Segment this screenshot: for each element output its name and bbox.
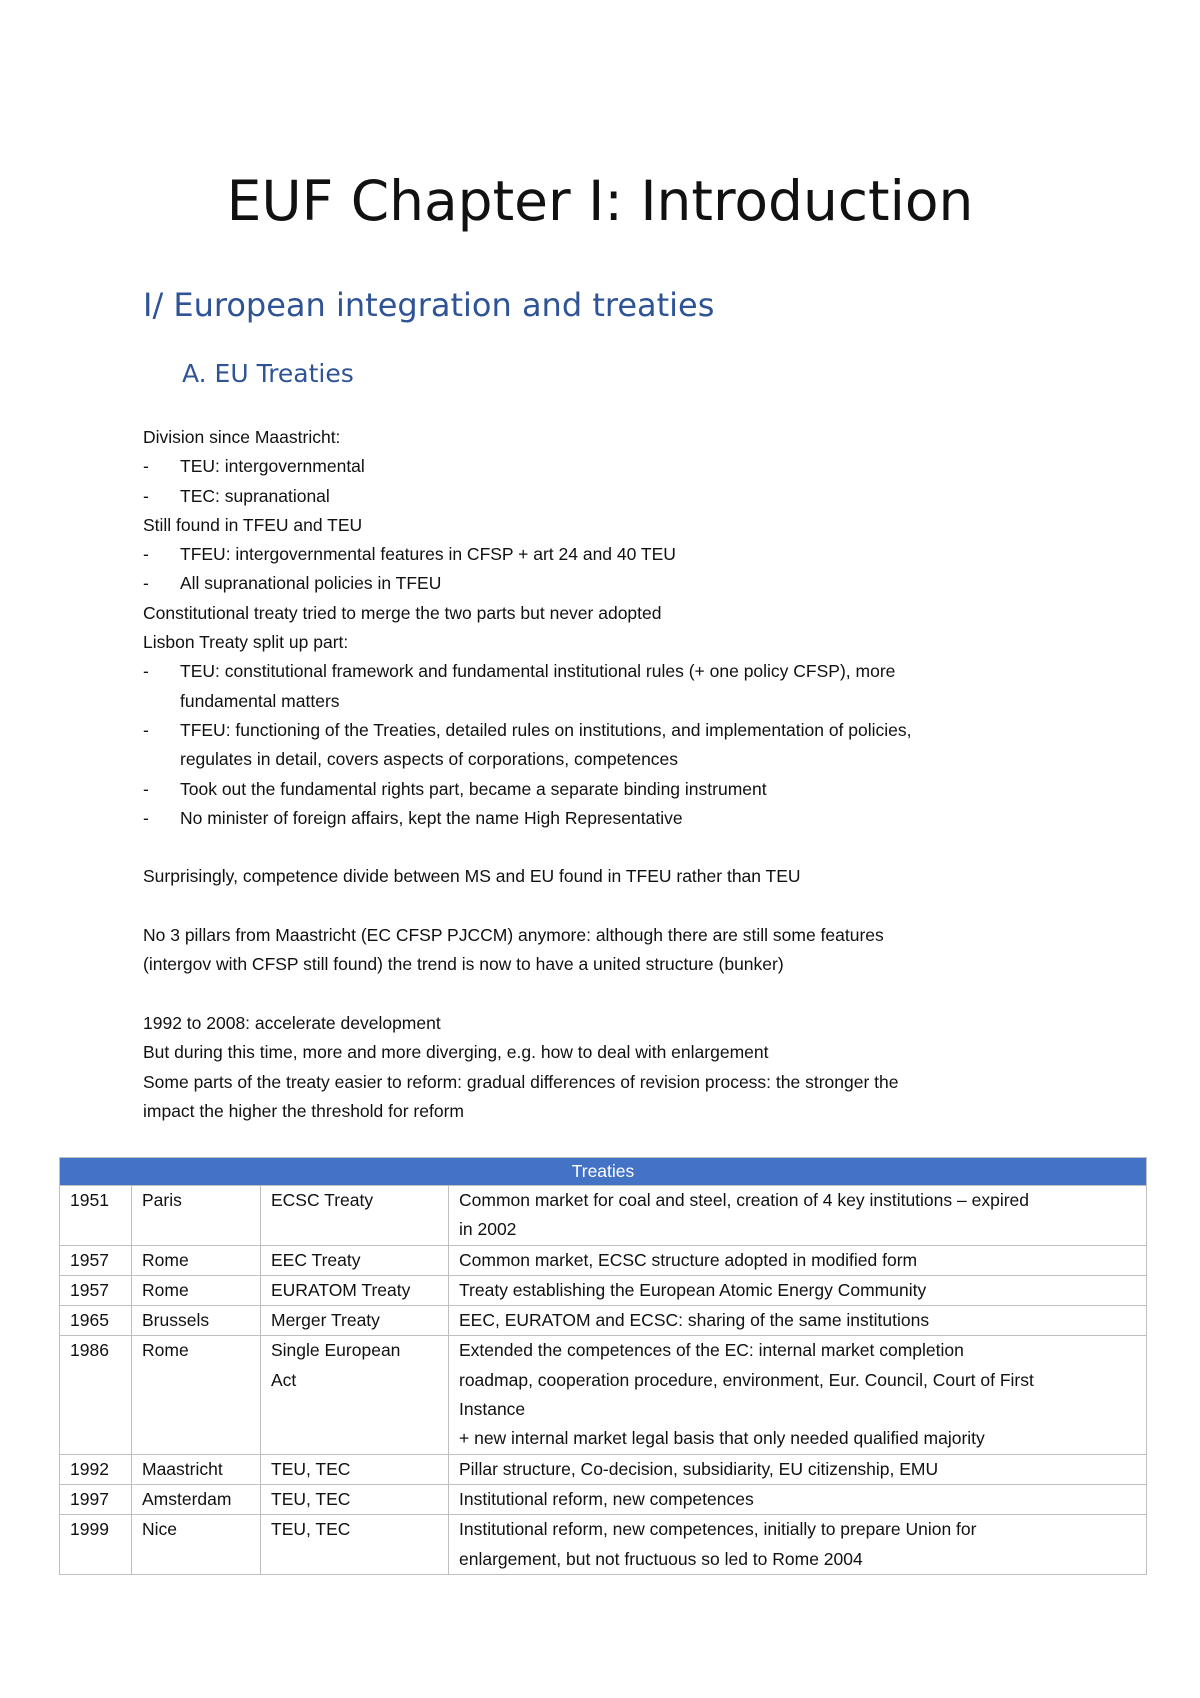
treaty-name: [261, 1275, 449, 1305]
treaty-description-line: Pillar structure, Co-decision, subsidiarity, EU citizenship, EMU: [459, 1458, 939, 1479]
table-row: [60, 1484, 1147, 1514]
list-item-text: TEU: intergovernmental: [180, 456, 365, 477]
treaty-name: [261, 1454, 449, 1484]
treaty-description: [449, 1245, 1147, 1275]
treaty-description: [449, 1306, 1147, 1336]
list-item: [143, 540, 1063, 569]
treaty-name-line: TEU, TEC: [271, 1488, 351, 1509]
list-item-text: TEU: constitutional framework and fundamental institutional rules (+ one policy CFSP), more: [180, 661, 896, 682]
treaty-description-line: EEC, EURATOM and ECSC: sharing of the same institutions: [459, 1310, 930, 1331]
treaty-name-line: TEU, TEC: [271, 1519, 351, 1540]
treaty-name-line: ECSC Treaty: [271, 1190, 374, 1210]
treaty-description-line: roadmap, cooperation procedure, environment, Eur. Council, Court of First: [459, 1369, 1034, 1390]
treaty-description-line: in 2002: [459, 1219, 517, 1240]
table-row: [60, 1306, 1147, 1336]
list-item: [143, 482, 1063, 511]
table-row: [60, 1245, 1147, 1275]
spacer: [143, 980, 1063, 1009]
treaty-description: [449, 1186, 1147, 1246]
body-text: [143, 423, 1063, 1126]
treaty-description-line: enlargement, but not fructuous so led to Rome 2004: [459, 1548, 863, 1569]
list-item: [143, 452, 1063, 481]
list-item-text: All supranational policies in TFEU: [180, 573, 442, 594]
list-item: [143, 804, 1063, 833]
paragraph-line: Constitutional treaty tried to merge the two parts but never adopted: [143, 602, 662, 623]
spacer: [143, 892, 1063, 921]
paragraph-line: No 3 pillars from Maastricht (EC CFSP PJCCM) anymore: although there are still some features: [143, 925, 884, 946]
treaty-name-line: Act: [271, 1369, 297, 1390]
paragraph-line: Lisbon Treaty split up part:: [143, 632, 349, 653]
treaty-name-line: EEC Treaty: [271, 1249, 361, 1270]
list-item-text: TFEU: functioning of the Treaties, detailed rules on institutions, and implementation of policies,: [180, 719, 912, 740]
treaty-place: Rome: [132, 1275, 261, 1305]
treaty-year: 1957: [60, 1245, 132, 1275]
paragraph-line: Some parts of the treaty easier to reform: gradual differences of revision process: the stronger the: [143, 1071, 899, 1092]
treaty-name-line: Merger Treaty: [271, 1310, 380, 1331]
subsection-heading: A. EU Treaties: [182, 359, 354, 388]
list-item: [143, 569, 1063, 598]
paragraph-line: Surprisingly, competence divide between MS and EU found in TFEU rather than TEU: [143, 866, 801, 887]
treaty-description-line: Common market for coal and steel, creation of 4 key institutions – expired: [459, 1190, 1029, 1210]
treaty-description-line: Treaty establishing the European Atomic Energy Community: [459, 1279, 927, 1300]
treaty-description-line: + new internal market legal basis that only needed qualified majority: [459, 1428, 985, 1449]
treaty-name: [261, 1186, 449, 1246]
list-item: [143, 716, 1063, 775]
table-row: [60, 1515, 1147, 1575]
treaty-description: [449, 1454, 1147, 1484]
treaty-name: [261, 1515, 449, 1575]
table-row: [60, 1275, 1147, 1305]
treaty-place: Maastricht: [132, 1454, 261, 1484]
table-row: [60, 1336, 1147, 1454]
treaty-year: 1997: [60, 1484, 132, 1514]
dash-marker: -: [143, 544, 149, 565]
table-header-row: [60, 1158, 1147, 1186]
list-item-text: fundamental matters: [180, 690, 340, 711]
section-heading: I/ European integration and treaties: [143, 286, 715, 324]
dash-marker: -: [143, 573, 149, 594]
list-item-text: TFEU: intergovernmental features in CFSP + art 24 and 40 TEU: [180, 544, 676, 565]
table-row: [60, 1454, 1147, 1484]
dash-marker: -: [143, 485, 149, 506]
dash-marker: -: [143, 456, 149, 477]
treaty-place: Amsterdam: [132, 1484, 261, 1514]
treaty-name: [261, 1306, 449, 1336]
treaty-description: [449, 1515, 1147, 1575]
treaty-name-line: TEU, TEC: [271, 1458, 351, 1479]
paragraph-line: But during this time, more and more diverging, e.g. how to deal with enlargement: [143, 1042, 769, 1063]
spacer: [143, 833, 1063, 862]
list-item-text: TEC: supranational: [180, 485, 330, 506]
treaty-year: 1965: [60, 1306, 132, 1336]
dash-marker: -: [143, 719, 149, 740]
treaty-description-line: Extended the competences of the EC: internal market completion: [459, 1340, 964, 1361]
treaty-name: [261, 1484, 449, 1514]
treaty-place: Rome: [132, 1336, 261, 1454]
treaty-year: 1986: [60, 1336, 132, 1454]
list-item-text: regulates in detail, covers aspects of corporations, competences: [180, 749, 679, 770]
treaty-place: Rome: [132, 1245, 261, 1275]
paragraph-line: 1992 to 2008: accelerate development: [143, 1012, 441, 1033]
dash-marker: -: [143, 661, 149, 682]
page-title: EUF Chapter I: Introduction: [226, 169, 974, 233]
treaty-description-line: Common market, ECSC structure adopted in modified form: [459, 1249, 918, 1270]
treaty-place: Brussels: [132, 1306, 261, 1336]
treaty-year: 1999: [60, 1515, 132, 1575]
treaty-year: 1992: [60, 1454, 132, 1484]
list-item: [143, 775, 1063, 804]
treaty-place: Nice: [132, 1515, 261, 1575]
paragraph-line: Still found in TFEU and TEU: [143, 514, 363, 535]
treaty-name: [261, 1336, 449, 1454]
list-item: [143, 657, 1063, 716]
treaty-year: 1951: [60, 1186, 132, 1246]
treaty-description: [449, 1484, 1147, 1514]
dash-marker: -: [143, 807, 149, 828]
treaty-place: Paris: [132, 1186, 261, 1246]
treaties-table: [59, 1157, 1147, 1575]
list-item-text: No minister of foreign affairs, kept the name High Representative: [180, 807, 683, 828]
table-header: Treaties: [60, 1158, 1147, 1186]
table-body: [60, 1186, 1147, 1575]
list-item-text: Took out the fundamental rights part, became a separate binding instrument: [180, 778, 767, 799]
treaty-description: [449, 1336, 1147, 1454]
treaty-description-line: Institutional reform, new competences: [459, 1488, 754, 1509]
dash-marker: -: [143, 778, 149, 799]
treaty-description-line: Instance: [459, 1399, 526, 1420]
paragraph-line: impact the higher the threshold for reform: [143, 1100, 464, 1121]
treaty-name-line: EURATOM Treaty: [271, 1279, 411, 1300]
table-row: [60, 1186, 1147, 1246]
treaty-year: 1957: [60, 1275, 132, 1305]
treaty-description-line: Institutional reform, new competences, initially to prepare Union for: [459, 1519, 977, 1540]
treaty-name-line: Single European: [271, 1340, 401, 1361]
paragraph-line: Division since Maastricht:: [143, 427, 341, 447]
treaty-description: [449, 1275, 1147, 1305]
paragraph-line: (intergov with CFSP still found) the trend is now to have a united structure (bunker): [143, 954, 784, 975]
treaty-name: [261, 1245, 449, 1275]
